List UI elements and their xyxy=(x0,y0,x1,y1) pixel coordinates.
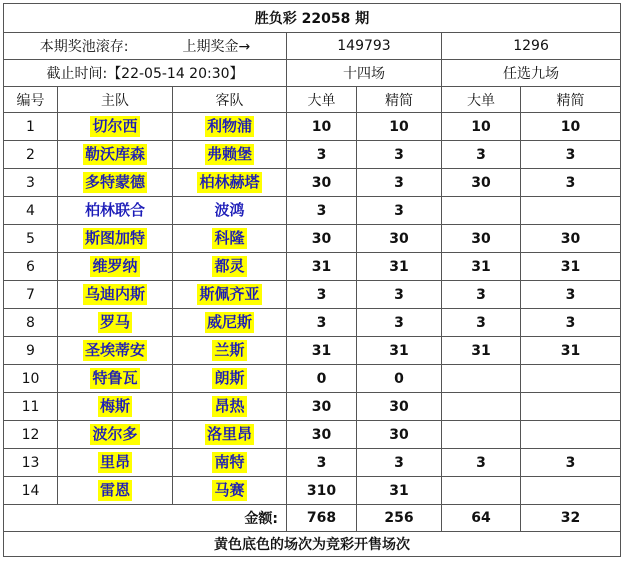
pick-9-big xyxy=(442,197,521,225)
match-number: 3 xyxy=(4,169,58,197)
match-number: 11 xyxy=(4,393,58,421)
pick-9-lite xyxy=(521,197,621,225)
pick-9-lite: 3 xyxy=(521,309,621,337)
home-team: 圣埃蒂安 xyxy=(84,341,145,359)
match-number: 2 xyxy=(4,141,58,169)
away-team-cell xyxy=(173,337,287,365)
pick-9-lite xyxy=(521,365,621,393)
away-team: 柏林赫塔 xyxy=(199,173,260,191)
away-team: 兰斯 xyxy=(214,341,245,359)
deadline-value: 【22-05-14 20:30】 xyxy=(107,66,244,82)
pick-9-big xyxy=(442,365,521,393)
match-number: 8 xyxy=(4,309,58,337)
pick-14-big: 31 xyxy=(287,253,357,281)
pick-9-big: 30 xyxy=(442,225,521,253)
home-team-cell xyxy=(58,169,173,197)
pick-14-big: 3 xyxy=(287,197,357,225)
pick-14-lite: 30 xyxy=(357,225,442,253)
match-number: 6 xyxy=(4,253,58,281)
away-team-cell xyxy=(173,365,287,393)
lottery-table xyxy=(3,3,621,557)
pick-9-big: 31 xyxy=(442,337,521,365)
table-row xyxy=(4,141,621,169)
header-14-big: 大单 xyxy=(287,87,357,113)
home-team-cell xyxy=(58,113,173,141)
home-team: 特鲁瓦 xyxy=(92,369,138,387)
home-team-cell xyxy=(58,253,173,281)
home-team-cell xyxy=(58,197,173,225)
table-row xyxy=(4,253,621,281)
away-team: 都灵 xyxy=(214,257,245,275)
pick-9-lite: 3 xyxy=(521,449,621,477)
group-9-label: 任选九场 xyxy=(442,60,621,87)
pick-14-big: 31 xyxy=(287,337,357,365)
away-team-cell xyxy=(173,225,287,253)
pick-9-big: 30 xyxy=(442,169,521,197)
home-team-cell xyxy=(58,477,173,505)
pick-14-big: 3 xyxy=(287,281,357,309)
pick-9-big xyxy=(442,393,521,421)
away-team: 科隆 xyxy=(214,229,245,247)
pick-9-lite xyxy=(521,393,621,421)
home-team: 梅斯 xyxy=(99,397,130,415)
home-team: 维罗纳 xyxy=(92,257,138,275)
pick-9-big: 3 xyxy=(442,309,521,337)
pick-9-big: 3 xyxy=(442,449,521,477)
pick-9-lite: 3 xyxy=(521,281,621,309)
home-team: 多特蒙德 xyxy=(84,173,145,191)
away-team-cell xyxy=(173,169,287,197)
pick-9-lite xyxy=(521,477,621,505)
prev-prize-9: 1296 xyxy=(442,33,621,60)
pick-14-big: 3 xyxy=(287,309,357,337)
header-9-lite: 精简 xyxy=(521,87,621,113)
away-team-cell xyxy=(173,421,287,449)
match-number: 13 xyxy=(4,449,58,477)
pick-14-big: 30 xyxy=(287,393,357,421)
away-team-cell xyxy=(173,253,287,281)
pick-14-lite: 3 xyxy=(357,449,442,477)
away-team: 马赛 xyxy=(214,481,245,499)
away-team: 弗赖堡 xyxy=(206,145,252,163)
table-row xyxy=(4,393,621,421)
away-team-cell xyxy=(173,309,287,337)
pick-14-lite: 10 xyxy=(357,113,442,141)
total-14-big: 768 xyxy=(287,505,357,532)
home-team-cell xyxy=(58,281,173,309)
pick-9-big xyxy=(442,477,521,505)
match-number: 4 xyxy=(4,197,58,225)
table-row xyxy=(4,449,621,477)
pick-14-big: 3 xyxy=(287,449,357,477)
header-home: 主队 xyxy=(58,87,173,113)
away-team-cell xyxy=(173,197,287,225)
total-label: 金额: xyxy=(4,505,287,532)
away-team-cell xyxy=(173,449,287,477)
pick-9-big: 3 xyxy=(442,281,521,309)
table-row xyxy=(4,281,621,309)
pick-9-big xyxy=(442,421,521,449)
away-team-cell xyxy=(173,477,287,505)
table-row xyxy=(4,477,621,505)
away-team: 波鸿 xyxy=(214,201,245,219)
home-team: 乌迪内斯 xyxy=(84,285,145,303)
home-team-cell xyxy=(58,365,173,393)
home-team: 里昂 xyxy=(99,453,130,471)
away-team: 利物浦 xyxy=(206,117,252,135)
match-number: 7 xyxy=(4,281,58,309)
pick-14-lite: 30 xyxy=(357,393,442,421)
pick-14-big: 0 xyxy=(287,365,357,393)
away-team: 洛里昂 xyxy=(206,425,252,443)
pick-14-lite: 31 xyxy=(357,253,442,281)
page-title: 胜负彩 22058 期 xyxy=(4,4,621,33)
home-team: 雷恩 xyxy=(99,481,130,499)
home-team: 波尔多 xyxy=(92,425,138,443)
away-team-cell xyxy=(173,281,287,309)
footnote: 黄色底色的场次为竞彩开售场次 xyxy=(4,532,621,557)
pick-14-lite: 31 xyxy=(357,337,442,365)
pick-9-big: 31 xyxy=(442,253,521,281)
away-team-cell xyxy=(173,113,287,141)
home-team: 斯图加特 xyxy=(84,229,145,247)
away-team: 昂热 xyxy=(214,397,245,415)
pick-9-lite: 30 xyxy=(521,225,621,253)
deadline-cell xyxy=(4,60,287,87)
home-team-cell xyxy=(58,421,173,449)
table-row xyxy=(4,197,621,225)
total-9-big: 64 xyxy=(442,505,521,532)
pick-14-lite: 30 xyxy=(357,421,442,449)
match-number: 10 xyxy=(4,365,58,393)
table-row xyxy=(4,169,621,197)
away-team-cell xyxy=(173,141,287,169)
pick-14-big: 310 xyxy=(287,477,357,505)
table-row xyxy=(4,309,621,337)
match-number: 1 xyxy=(4,113,58,141)
match-number: 14 xyxy=(4,477,58,505)
pick-9-lite: 3 xyxy=(521,141,621,169)
pick-14-big: 30 xyxy=(287,421,357,449)
home-team: 勒沃库森 xyxy=(84,145,145,163)
pick-14-lite: 3 xyxy=(357,309,442,337)
home-team-cell xyxy=(58,141,173,169)
home-team: 罗马 xyxy=(99,313,130,331)
pick-9-big: 10 xyxy=(442,113,521,141)
pick-9-lite xyxy=(521,421,621,449)
prev-prize-label: 上期奖金→ xyxy=(182,39,251,55)
pick-14-lite: 3 xyxy=(357,197,442,225)
pick-14-lite: 3 xyxy=(357,169,442,197)
table-row xyxy=(4,337,621,365)
home-team-cell xyxy=(58,337,173,365)
pick-9-lite: 3 xyxy=(521,169,621,197)
deadline-label: 截止时间: xyxy=(46,66,108,82)
pick-14-lite: 0 xyxy=(357,365,442,393)
home-team-cell xyxy=(58,393,173,421)
table-row xyxy=(4,225,621,253)
away-team: 南特 xyxy=(214,453,245,471)
match-number: 5 xyxy=(4,225,58,253)
home-team: 切尔西 xyxy=(92,117,138,135)
pick-9-lite: 31 xyxy=(521,337,621,365)
home-team-cell xyxy=(58,449,173,477)
prev-prize-14: 149793 xyxy=(287,33,442,60)
match-number: 9 xyxy=(4,337,58,365)
away-team: 威尼斯 xyxy=(206,313,252,331)
away-team: 朗斯 xyxy=(214,369,245,387)
total-9-lite: 32 xyxy=(521,505,621,532)
pick-14-lite: 31 xyxy=(357,477,442,505)
pick-14-big: 30 xyxy=(287,169,357,197)
away-team-cell xyxy=(173,393,287,421)
home-team-cell xyxy=(58,309,173,337)
totals-row xyxy=(4,505,621,532)
header-14-lite: 精简 xyxy=(357,87,442,113)
pool-info-cell xyxy=(4,33,287,60)
pick-14-big: 3 xyxy=(287,141,357,169)
header-away: 客队 xyxy=(173,87,287,113)
match-number: 12 xyxy=(4,421,58,449)
pick-14-big: 10 xyxy=(287,113,357,141)
pick-9-lite: 31 xyxy=(521,253,621,281)
header-9-big: 大单 xyxy=(442,87,521,113)
table-row xyxy=(4,113,621,141)
lottery-sheet xyxy=(3,3,620,557)
away-team: 斯佩齐亚 xyxy=(199,285,260,303)
pick-14-lite: 3 xyxy=(357,141,442,169)
table-row xyxy=(4,421,621,449)
pick-14-lite: 3 xyxy=(357,281,442,309)
home-team-cell xyxy=(58,225,173,253)
group-14-label: 十四场 xyxy=(287,60,442,87)
pick-9-lite: 10 xyxy=(521,113,621,141)
pick-14-big: 30 xyxy=(287,225,357,253)
table-row xyxy=(4,365,621,393)
pick-9-big: 3 xyxy=(442,141,521,169)
header-no: 编号 xyxy=(4,87,58,113)
pool-label: 本期奖池滚存: xyxy=(39,39,129,55)
total-14-lite: 256 xyxy=(357,505,442,532)
home-team: 柏林联合 xyxy=(84,201,145,219)
